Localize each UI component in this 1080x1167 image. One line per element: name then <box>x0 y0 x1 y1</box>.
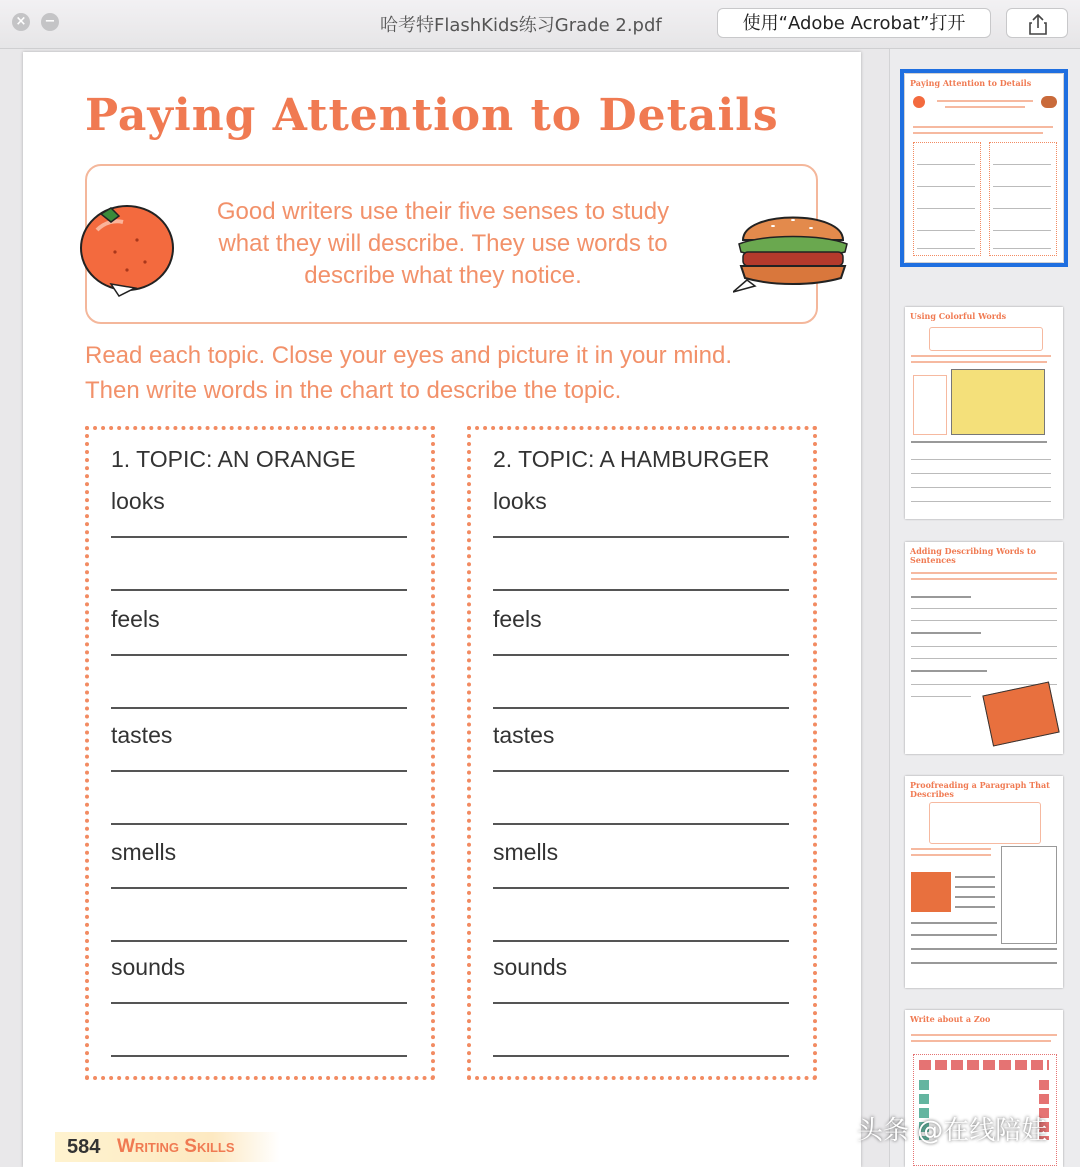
sense-label: feels <box>493 606 542 632</box>
sense-smells <box>493 839 793 955</box>
sense-tastes <box>493 722 793 838</box>
document-page <box>23 52 861 1167</box>
thumbnail-title: Using Colorful Words <box>910 311 1007 321</box>
band-thumb-image <box>911 872 951 912</box>
writing-line[interactable] <box>111 770 407 772</box>
orange-illustration <box>75 192 185 302</box>
writing-line[interactable] <box>111 536 407 538</box>
sense-smells <box>111 839 411 955</box>
topic-hamburger-box <box>467 426 817 1080</box>
sense-label: smells <box>493 839 559 865</box>
share-icon <box>1007 9 1069 39</box>
writing-line[interactable] <box>493 940 789 942</box>
writing-line[interactable] <box>111 1002 407 1004</box>
thumbnail-sidebar[interactable] <box>889 49 1080 1167</box>
writing-line[interactable] <box>493 887 789 889</box>
close-icon[interactable]: × <box>12 13 30 31</box>
intro-text: Good writers use their five senses to study what they will describe. They use words to describe what they notice. <box>216 198 670 289</box>
hamburger-illustration <box>733 200 853 300</box>
page-thumbnail-2[interactable] <box>905 307 1063 519</box>
thumbnail-title: Write about a Zoo <box>910 1014 991 1024</box>
window-titlebar <box>0 0 1080 49</box>
writing-line[interactable] <box>493 536 789 538</box>
sense-label: tastes <box>493 722 555 748</box>
sense-label: looks <box>111 488 165 514</box>
sense-label: sounds <box>111 954 186 980</box>
writing-line[interactable] <box>493 707 789 709</box>
page-thumbnail-4[interactable] <box>905 776 1063 988</box>
window-title: 哈考特FlashKids练习Grade 2.pdf <box>380 15 662 36</box>
page-number: 584 <box>67 1136 101 1158</box>
instructions <box>85 338 825 408</box>
page-thumbnail-1[interactable] <box>905 74 1063 262</box>
sense-label: smells <box>111 839 177 865</box>
instructions-line-1: Read each topic. Close your eyes and picture it in your mind. <box>85 342 733 369</box>
writing-line[interactable] <box>111 589 407 591</box>
writing-line[interactable] <box>493 589 789 591</box>
instructions-line-2: Then write words in the chart to describe the topic. <box>85 377 622 404</box>
writing-line[interactable] <box>111 707 407 709</box>
page-footer <box>55 1132 280 1162</box>
writing-line[interactable] <box>493 823 789 825</box>
thumbnail-title: Proofreading a Paragraph That Describes <box>910 780 1050 799</box>
kitchen-thumb-image <box>951 369 1045 435</box>
writing-line[interactable] <box>111 887 407 889</box>
page-heading: Paying Attention to Details <box>85 90 779 141</box>
topic-orange-box <box>85 426 435 1080</box>
sense-sounds <box>493 954 793 1070</box>
sense-label: looks <box>493 488 547 514</box>
writing-line[interactable] <box>493 654 789 656</box>
sense-label: feels <box>111 606 160 632</box>
writing-line[interactable] <box>493 1002 789 1004</box>
writing-line[interactable] <box>111 654 407 656</box>
page-thumbnail-3[interactable] <box>905 542 1063 754</box>
hamburger-thumb-icon <box>1041 96 1057 108</box>
sense-label: tastes <box>111 722 173 748</box>
writing-line[interactable] <box>111 940 407 942</box>
topic-title: 2. TOPIC: A HAMBURGER <box>493 446 770 472</box>
open-in-acrobat-button[interactable]: 使用“Adobe Acrobat”打开 <box>717 8 991 38</box>
footer-section-label: Writing Skills <box>117 1136 235 1157</box>
orange-thumb-icon <box>913 96 925 108</box>
thumbnail-title: Adding Describing Words to Sentences <box>910 546 1036 565</box>
thumbnail-title: Paying Attention to Details <box>910 78 1032 88</box>
share-button[interactable] <box>1006 8 1068 38</box>
sense-looks <box>493 488 793 604</box>
sense-feels <box>493 606 793 722</box>
watermark-text: 头条 @在线陪娃 <box>857 1116 1048 1146</box>
monkey-thumb-image <box>982 681 1059 746</box>
sense-looks <box>111 488 411 604</box>
minimize-icon[interactable]: − <box>41 13 59 31</box>
sense-feels <box>111 606 411 722</box>
sense-label: sounds <box>493 954 568 980</box>
sense-tastes <box>111 722 411 838</box>
topic-title: 1. TOPIC: AN ORANGE <box>111 446 356 472</box>
writing-line[interactable] <box>493 1055 789 1057</box>
writing-line[interactable] <box>111 1055 407 1057</box>
writing-line[interactable] <box>493 770 789 772</box>
sense-sounds <box>111 954 411 1070</box>
writing-line[interactable] <box>111 823 407 825</box>
